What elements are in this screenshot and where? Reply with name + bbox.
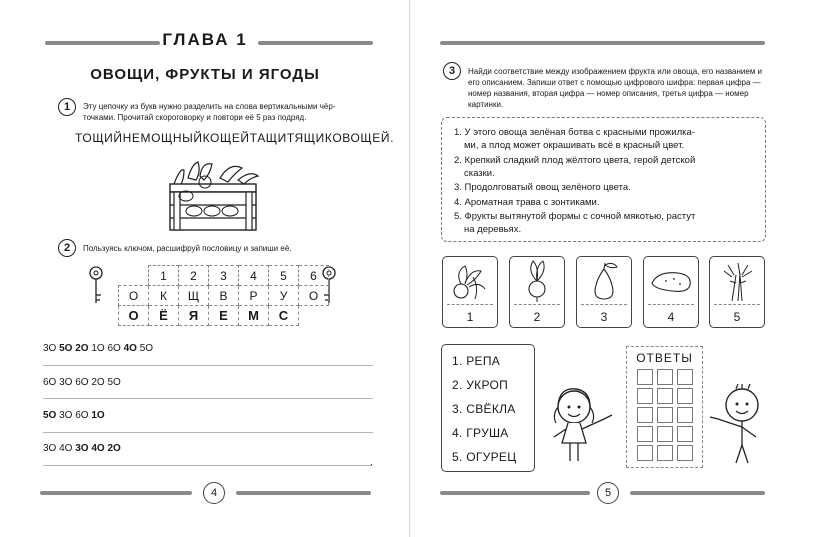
code-token: 5О (139, 343, 154, 354)
cucumber-icon (644, 257, 698, 303)
end-dot: . (370, 457, 373, 468)
description-item-2a: 2. Крепкий сладкий плод жёлтого цвета, герой детской (454, 155, 696, 166)
picture-number-3: 3 (600, 310, 608, 324)
picture-card-3 (576, 256, 632, 328)
task1-text-line2: точками. Прочитай скороговорку и повтори её 5 раз подряд. (83, 113, 307, 122)
beet-with-greens-icon (443, 257, 497, 303)
description-item-4: 4. Ароматная трава с зонтиками. (454, 197, 600, 208)
card-divider (447, 304, 493, 305)
page-number-left: 4 (203, 482, 225, 504)
card-divider (648, 304, 694, 305)
cipher-row1-cell: В (209, 286, 239, 306)
cipher-header-cell: 4 (239, 266, 269, 286)
cipher-corner (119, 266, 149, 286)
cipher-row1-cell: Щ (179, 286, 209, 306)
code-token: 2О (75, 343, 89, 354)
code-line-4 (43, 443, 121, 454)
picture-card-1 (442, 256, 498, 328)
picture-number-5: 5 (733, 310, 741, 324)
footer-brush-right (236, 491, 371, 495)
name-item-4: 4. ГРУША (452, 426, 509, 440)
vegetable-crate-illustration (160, 158, 270, 233)
answer-cell[interactable] (677, 445, 693, 461)
name-item-2: 2. УКРОП (452, 378, 509, 392)
card-divider (581, 304, 627, 305)
picture-number-4: 4 (667, 310, 675, 324)
answer-cell[interactable] (637, 388, 653, 404)
picture-number-2: 2 (533, 310, 541, 324)
pear-icon (577, 257, 631, 303)
section-subtitle: ОВОЩИ, ФРУКТЫ И ЯГОДЫ (90, 66, 320, 83)
answer-cell[interactable] (677, 369, 693, 385)
card-divider (714, 304, 760, 305)
cipher-row1-cell: О (299, 286, 329, 306)
cipher-row2-cell: Ё (149, 306, 179, 326)
description-item-2b: сказки. (464, 168, 495, 179)
top-brush-right-page (440, 41, 765, 45)
answer-cell[interactable] (637, 426, 653, 442)
boy-character-illustration (700, 383, 775, 468)
code-token: 3О (43, 343, 57, 354)
description-item-1a: 1. У этого овоща зелёная ботва с красными прожилка- (454, 127, 695, 138)
answer-cell[interactable] (637, 445, 653, 461)
key-left-icon (84, 265, 108, 307)
cipher-header-cell: 6 (299, 266, 329, 286)
answer-cell[interactable] (677, 388, 693, 404)
code-token: 6О (107, 343, 121, 354)
code-token: 2О (91, 377, 105, 388)
code-token: 5О (107, 377, 121, 388)
page-number-right: 5 (597, 482, 619, 504)
footer-brush-right-r (630, 491, 765, 495)
answer-cell[interactable] (657, 369, 673, 385)
answer-cell[interactable] (657, 407, 673, 423)
code-token: 6О (75, 377, 89, 388)
task2-text: Пользуясь ключом, расшифруй пословицу и запиши её. (83, 244, 292, 253)
girl-character-illustration (548, 383, 618, 468)
description-item-1b: ми, а плод может окрашивать всё в красный цвет. (464, 140, 685, 151)
code-token: 3О (59, 410, 73, 421)
answer-cell[interactable] (657, 445, 673, 461)
answers-title: ОТВЕТЫ (636, 351, 693, 365)
letter-chain: ТОЩИЙНЕМОЩНЫЙКОЩЕЙТАЩИТЯЩИКОВОЩЕЙ. (75, 131, 395, 145)
picture-number-1: 1 (466, 310, 474, 324)
footer-brush-left-r (440, 491, 590, 495)
code-token: 3О (75, 443, 89, 454)
code-token: 4О (123, 343, 137, 354)
cipher-header-cell: 1 (149, 266, 179, 286)
cipher-table (118, 265, 329, 326)
code-line-3 (43, 410, 105, 421)
cipher-header-cell: 2 (179, 266, 209, 286)
code-token: 4О (59, 443, 73, 454)
task3-text: Найди соответствие между изображением фрукта или овоща, его названием и его описанием. Запиши ответ с помощью цифрового шифра: первая цифра — номер названия, вторая цифра — номер описания, третья цифра — номер картинки. (468, 67, 763, 109)
code-token: 3О (43, 443, 57, 454)
cipher-empty-cell (299, 306, 329, 326)
cipher-header-cell: 5 (269, 266, 299, 286)
dill-icon (710, 257, 764, 303)
cipher-header-cell: 3 (209, 266, 239, 286)
answer-cell[interactable] (677, 426, 693, 442)
code-token: 6О (75, 410, 89, 421)
answer-cell[interactable] (657, 388, 673, 404)
code-token: 6О (43, 377, 57, 388)
descriptions-box (441, 117, 766, 242)
answers-grid (626, 346, 703, 468)
code-token: 5О (43, 410, 57, 421)
code-line-1 (43, 343, 153, 354)
description-item-5b: на деревьях. (464, 224, 522, 235)
description-item-3: 3. Продолговатый овощ зелёного цвета. (454, 182, 631, 193)
cipher-row1-cell: У (269, 286, 299, 306)
answer-cell[interactable] (637, 407, 653, 423)
chapter-title: ГЛАВА 1 (162, 30, 248, 49)
code-token: 5О (59, 343, 73, 354)
cipher-row1-cell: К (149, 286, 179, 306)
card-divider (514, 304, 560, 305)
radish-icon (510, 257, 564, 303)
cipher-row2-cell: Я (179, 306, 209, 326)
code-token: 3О (59, 377, 73, 388)
code-token: 4О (91, 443, 105, 454)
code-token: 1О (91, 410, 105, 421)
task1-text-line1: Эту цепочку из букв нужно разделить на слова вертикальными чёр- (83, 102, 336, 111)
picture-card-2 (509, 256, 565, 328)
name-item-3: 3. СВЁКЛА (452, 402, 516, 416)
cipher-row2-cell: С (269, 306, 299, 326)
answer-line-1 (43, 365, 373, 366)
cipher-row1-cell: Р (239, 286, 269, 306)
answer-cell[interactable] (657, 426, 673, 442)
picture-card-5 (709, 256, 765, 328)
code-line-2 (43, 377, 121, 388)
code-token: 1О (91, 343, 105, 354)
answer-line-2 (43, 398, 373, 399)
task1-number: 1 (58, 98, 76, 116)
answer-cell[interactable] (677, 407, 693, 423)
picture-card-4 (643, 256, 699, 328)
cipher-row2-cell: Е (209, 306, 239, 326)
name-item-1: 1. РЕПА (452, 354, 501, 368)
cipher-row2-cell: О (119, 306, 149, 326)
names-box (441, 344, 535, 472)
answer-line-4 (43, 465, 373, 466)
answer-cell[interactable] (637, 369, 653, 385)
name-item-5: 5. ОГУРЕЦ (452, 450, 517, 464)
cipher-row2-cell: М (239, 306, 269, 326)
code-token: 2О (107, 443, 121, 454)
task2-number: 2 (58, 239, 76, 257)
description-item-5a: 5. Фрукты вытянутой формы с сочной мякотью, растут (454, 211, 696, 222)
cipher-row1-cell: О (119, 286, 149, 306)
task3-number: 3 (443, 62, 461, 80)
footer-brush-left (40, 491, 192, 495)
answer-line-3 (43, 432, 373, 433)
